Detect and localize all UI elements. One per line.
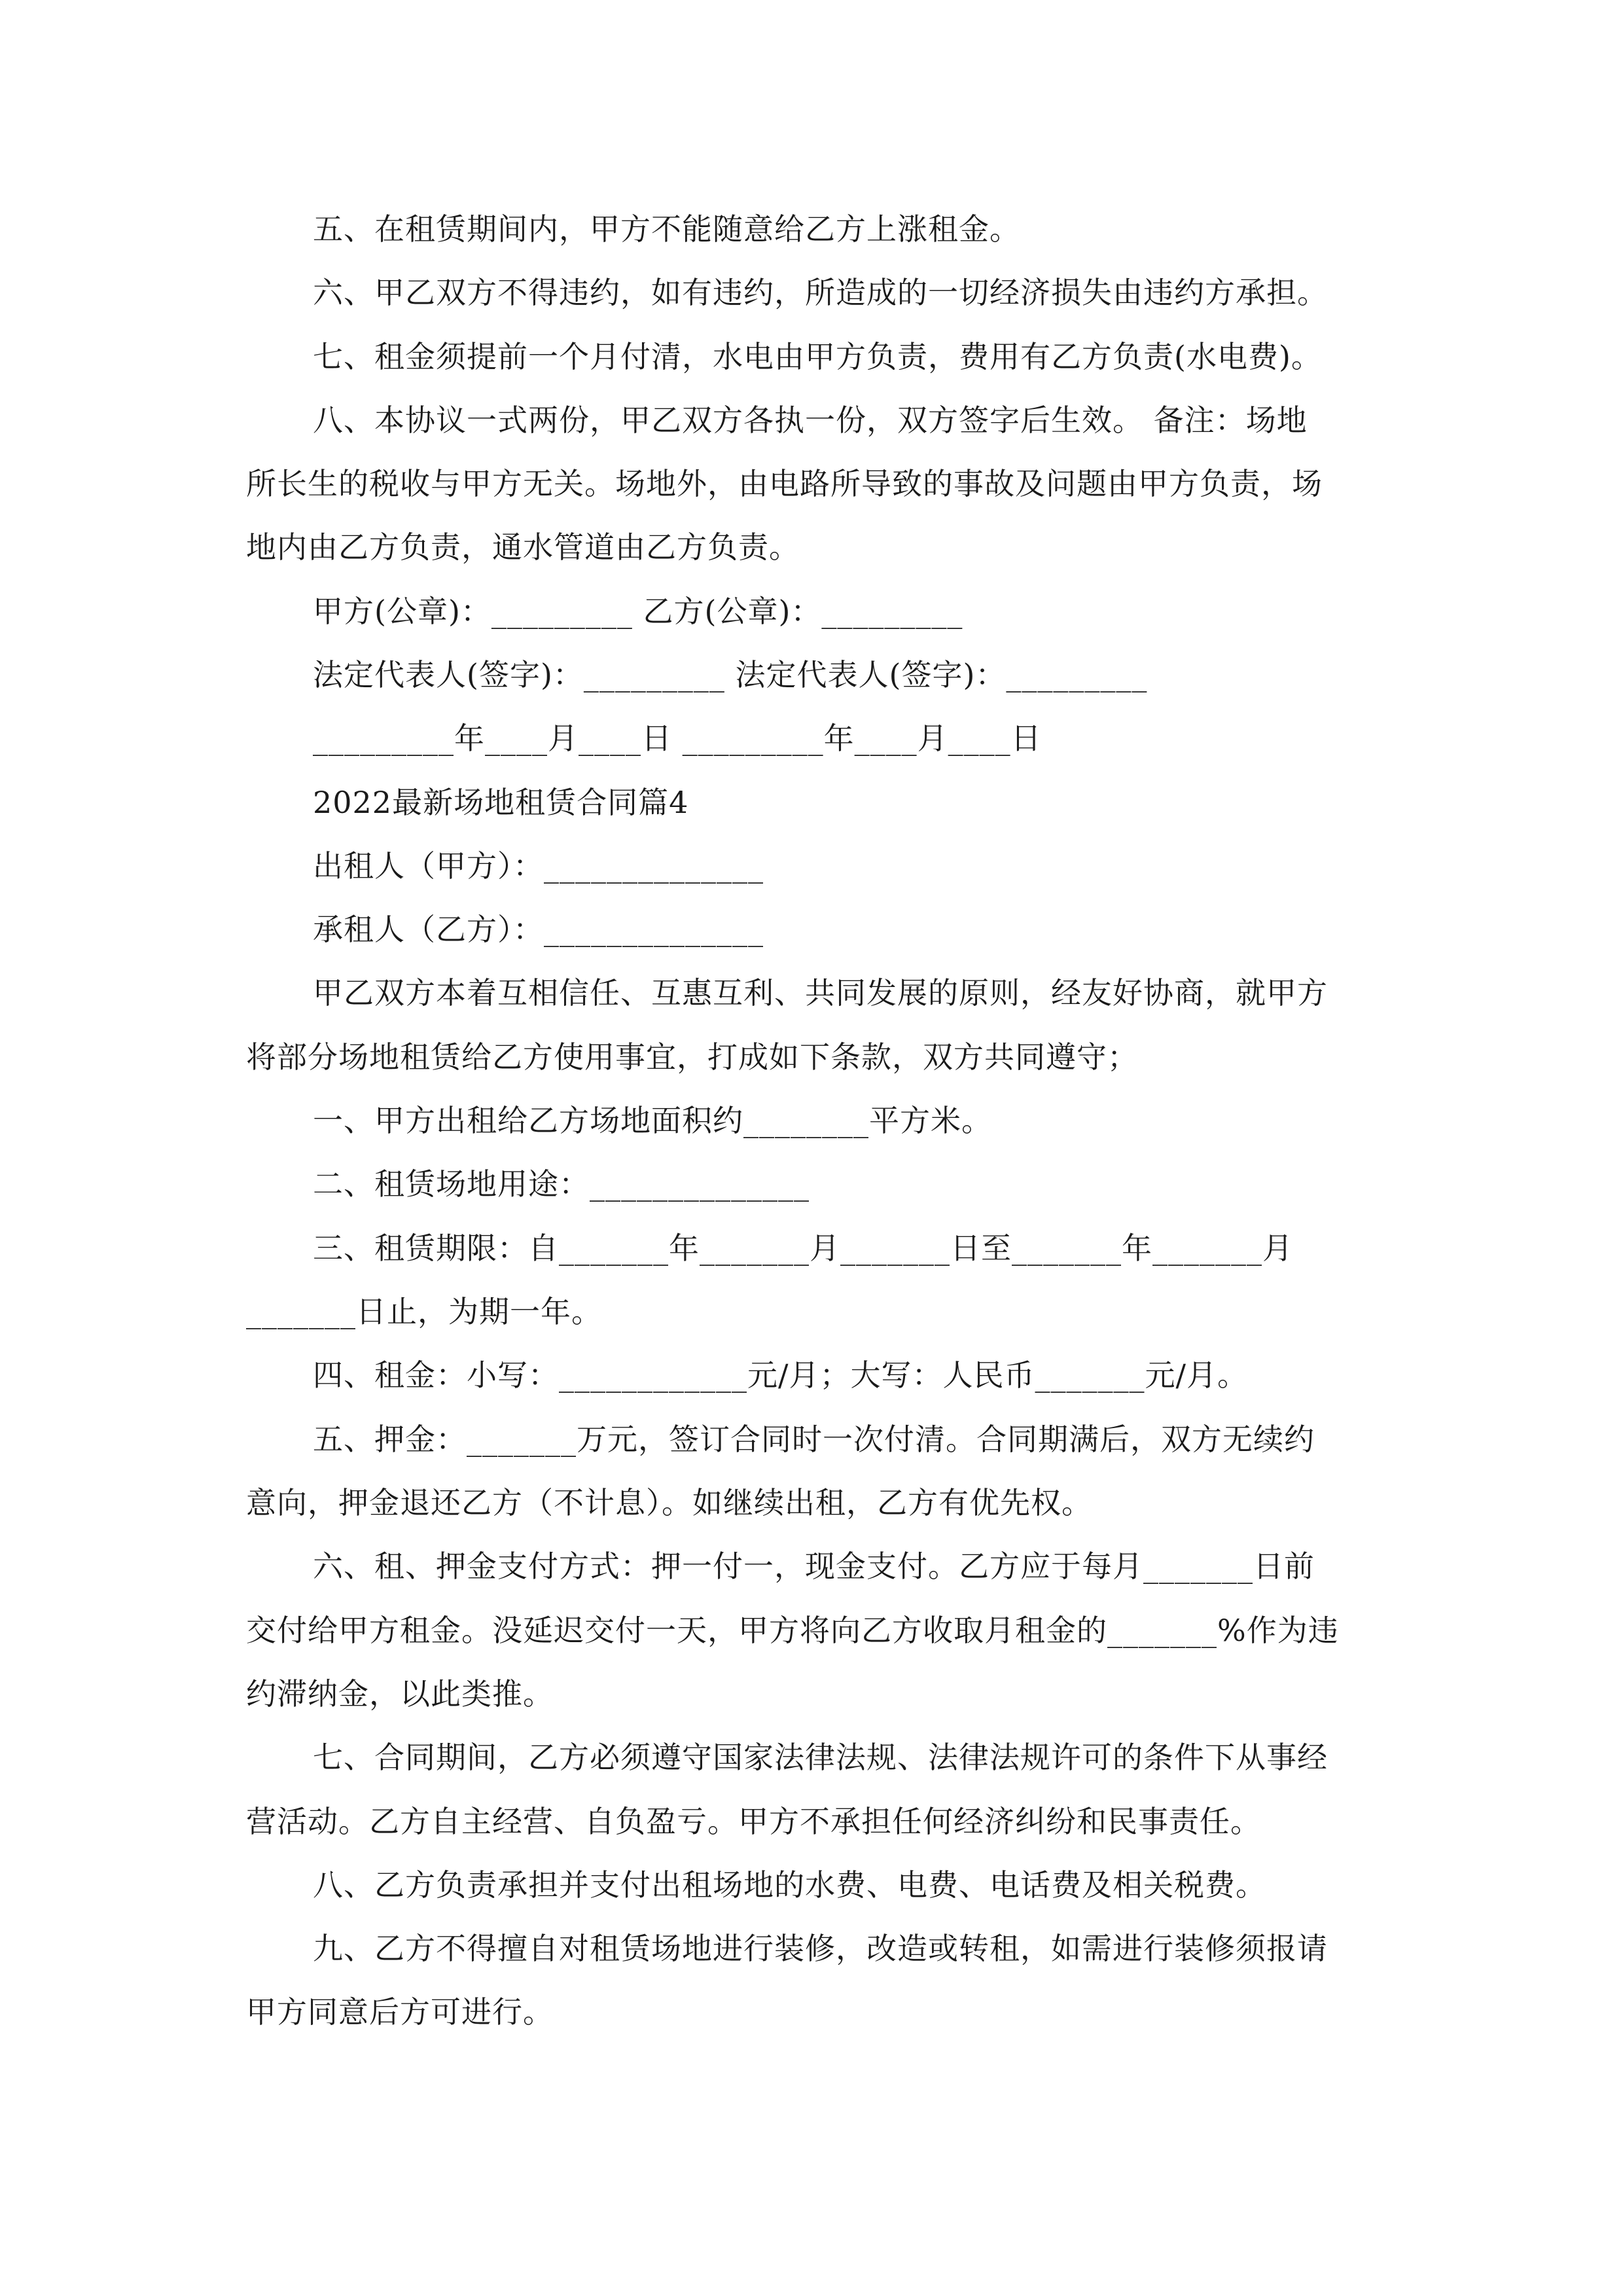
clause-8-line-3: 地内由乙方负责，通水管道由乙方负责。 [246, 529, 800, 565]
lessor-line: 出租人（甲方）：______________ [313, 848, 764, 884]
article-6-line-1: 六、租、押金支付方式：押一付一，现金支付。乙方应于每月_______日前 [313, 1549, 1315, 1584]
clause-6-line: 六、甲乙双方不得违约，如有违约，所造成的一切经济损失由违约方承担。 [313, 275, 1328, 310]
section-heading: 2022最新场地租赁合同篇4 [313, 785, 689, 820]
article-2-line: 二、租赁场地用途：______________ [313, 1166, 810, 1202]
article-7-line-1: 七、合同期间，乙方必须遵守国家法律法规、法律法规许可的条件下从事经 [313, 1740, 1328, 1775]
lessee-line: 承租人（乙方）：______________ [313, 912, 764, 947]
clause-7-line: 七、租金须提前一个月付清，水电由甲方负责，费用有乙方负责(水电费)。 [313, 339, 1322, 374]
article-3-line-1: 三、租赁期限：自_______年_______月_______日至_______年_______月 [313, 1230, 1293, 1266]
article-9-line-2: 甲方同意后方可进行。 [246, 1994, 554, 2030]
article-4-line: 四、租金：小写：____________元/月；大写：人民币_______元/月。 [313, 1357, 1248, 1393]
clause-8-line-1: 八、本协议一式两份，甲乙双方各执一份，双方签字后生效。 备注：场地 [313, 403, 1308, 438]
article-6-line-3: 约滞纳金，以此类推。 [246, 1676, 554, 1712]
article-1-line: 一、甲方出租给乙方场地面积约________平方米。 [313, 1103, 992, 1138]
article-3-line-2: _______日止，为期一年。 [246, 1294, 602, 1329]
article-6-line-2: 交付给甲方租金。没延迟交付一天，甲方将向乙方收取月租金的_______%作为违 [246, 1613, 1339, 1648]
article-5-line-1: 五、押金：_______万元，签订合同时一次付清。合同期满后，双方无续约 [313, 1422, 1315, 1457]
representative-signature-line: 法定代表人(签字)：_________ 法定代表人(签字)：_________ [313, 657, 1148, 692]
preamble-line-1: 甲乙双方本着互相信任、互惠互利、共同发展的原则，经友好协商，就甲方 [313, 975, 1328, 1011]
preamble-line-2: 将部分场地租赁给乙方使用事宜，打成如下条款，双方共同遵守； [246, 1039, 1138, 1075]
clause-8-line-2: 所长生的税收与甲方无关。场地外，由电路所导致的事故及问题由甲方负责，场 [246, 466, 1323, 501]
article-9-line-1: 九、乙方不得擅自对租赁场地进行装修，改造或转租，如需进行装修须报请 [313, 1931, 1328, 1966]
seal-line: 甲方(公章)：_________ 乙方(公章)：_________ [313, 594, 963, 629]
article-8-line: 八、乙方负责承担并支付出租场地的水费、电费、电话费及相关税费。 [313, 1867, 1266, 1903]
article-7-line-2: 营活动。乙方自主经营、自负盈亏。甲方不承担任何经济纠纷和民事责任。 [246, 1804, 1261, 1839]
article-5-line-2: 意向，押金退还乙方（不计息）。如继续出租，乙方有优先权。 [246, 1485, 1092, 1520]
date-line: _________年____月____日 _________年____月____日 [313, 721, 1042, 756]
clause-5-line: 五、在租赁期间内，甲方不能随意给乙方上涨租金。 [313, 211, 1020, 247]
